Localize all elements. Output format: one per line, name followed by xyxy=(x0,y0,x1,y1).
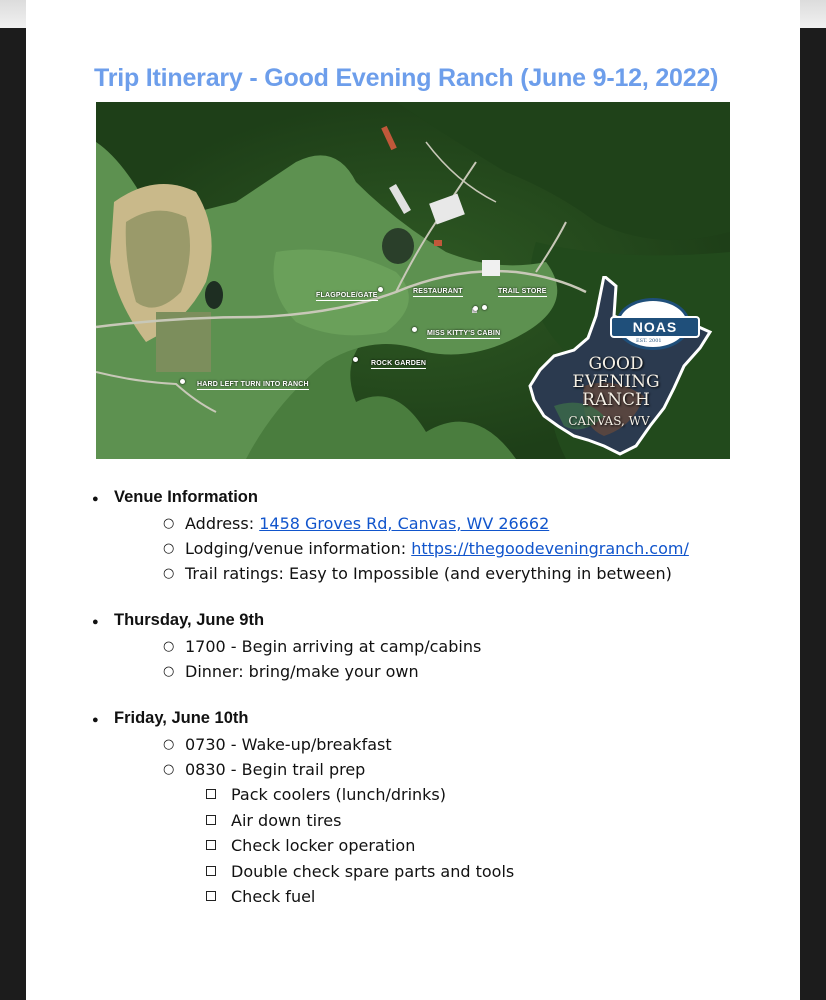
checklist-item-fuel[interactable]: Check fuel xyxy=(231,887,316,906)
noas-est: EST. 2001 xyxy=(636,338,662,344)
map-label-hard-left: HARD LEFT TURN INTO RANCH xyxy=(197,381,309,388)
map-label-miss-kitty: MISS KITTY'S CABIN xyxy=(427,330,501,337)
section-thursday-heading: ● Thursday, June 9th xyxy=(114,611,264,630)
map-label-flagpole: FLAGPOLE/GATE xyxy=(316,292,378,299)
map-pin-rock-garden xyxy=(353,357,358,362)
venue-lodging-label: Lodging/venue information: xyxy=(185,539,412,558)
map-pin-restaurant xyxy=(473,306,478,311)
thursday-item-arrival: ○ 1700 - Begin arriving at camp/cabins xyxy=(185,636,481,658)
checklist-item-spare-parts[interactable]: Double check spare parts and tools xyxy=(231,862,515,881)
map-pin-hard-left xyxy=(180,379,185,384)
document-page xyxy=(26,0,800,1000)
logo-line-ranch: RANCH xyxy=(582,390,650,410)
venue-address-label: Address: xyxy=(185,514,260,533)
map-pin-flagpole xyxy=(378,287,383,292)
noas-badge: NOAS xyxy=(610,316,700,338)
venue-lodging-item xyxy=(185,538,689,560)
logo-line-evening: EVENING xyxy=(572,372,660,392)
venue-lodging-link[interactable]: https://thegoodeveningranch.com/ xyxy=(411,539,689,558)
map-label-rock-garden: ROCK GARDEN xyxy=(371,360,427,367)
ranch-aerial-map xyxy=(96,102,730,459)
friday-item-wakeup: ○ 0730 - Wake-up/breakfast xyxy=(185,734,392,756)
venue-address-item xyxy=(185,513,549,535)
map-label-restaurant: RESTAURANT xyxy=(413,288,463,295)
logo-line-good: GOOD xyxy=(588,354,644,374)
checklist-item-locker[interactable]: Check locker operation xyxy=(231,836,416,855)
thursday-item-dinner: ○ Dinner: bring/make your own xyxy=(185,661,419,683)
checklist-item-tires[interactable]: Air down tires xyxy=(231,811,342,830)
map-label-trail-store: TRAIL STORE xyxy=(498,288,547,295)
friday-item-trail-prep: ○ 0830 - Begin trail prep xyxy=(185,759,365,781)
checklist-item-coolers[interactable]: Pack coolers (lunch/drinks) xyxy=(231,785,447,804)
map-pin-miss-kitty xyxy=(412,327,417,332)
section-friday-heading: ● Friday, June 10th xyxy=(114,709,248,728)
page-title: Trip Itinerary - Good Evening Ranch (June 9-12, 2022) xyxy=(94,64,719,92)
logo-location: CANVAS, WV xyxy=(568,414,650,428)
map-pin-trail-store xyxy=(482,305,487,310)
venue-trail-ratings: ○ Trail ratings: Easy to Impossible (and everything in between) xyxy=(185,563,672,585)
section-venue-heading: ● Venue Information xyxy=(114,488,258,507)
venue-address-link[interactable]: 1458 Groves Rd, Canvas, WV 26662 xyxy=(259,514,550,533)
